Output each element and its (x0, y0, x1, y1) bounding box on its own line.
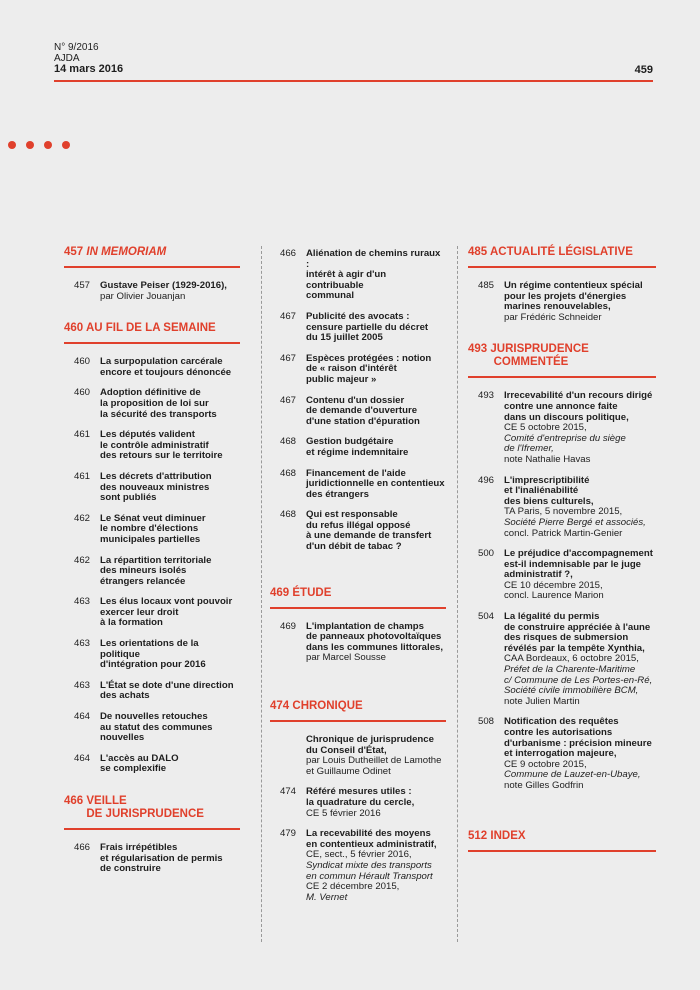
dot-icon (26, 141, 34, 149)
section-heading[interactable]: 457 IN MEMORIAM (64, 246, 167, 258)
entry-page-number: 468 (279, 509, 296, 521)
entry-title-line: à une demande de transfert (306, 530, 432, 542)
entry-page-number: 463 (73, 638, 90, 650)
toc-entry[interactable] (468, 281, 656, 323)
entry-title-line: encore et toujours dénoncée (100, 366, 232, 378)
entry-title-line: de demande d'ouverture (306, 405, 418, 417)
entry-page-number: 500 (477, 548, 494, 560)
entry-text (306, 312, 446, 344)
entry-text (504, 549, 656, 602)
entry-text (306, 469, 446, 501)
entry-title-line: La recevabilité des moyens (306, 828, 431, 840)
entry-page-number: 467 (279, 352, 296, 364)
entry-page-number: 467 (279, 310, 296, 322)
column-separator (261, 246, 262, 942)
entry-page-number: 460 (73, 387, 90, 399)
entry-page-number: 485 (477, 280, 494, 291)
entry-page-number: 493 (477, 390, 494, 402)
entry-text (306, 622, 446, 664)
entry-text (306, 437, 446, 458)
entry-page-number: 479 (279, 828, 296, 840)
toc-entry[interactable] (468, 612, 656, 707)
entry-page-number: 464 (73, 711, 90, 723)
entry-title-line: et régularisation de permis (100, 852, 223, 864)
toc-entry[interactable] (270, 469, 446, 501)
entry-title-line: communal (306, 290, 354, 302)
entry-title-line: L'État se dote d'une direction (100, 679, 234, 691)
toc-entry[interactable] (64, 754, 240, 775)
entry-title-line: Gestion budgétaire (306, 436, 394, 448)
entry-title-line: le contrôle administratif (100, 439, 209, 451)
toc-entry[interactable] (64, 514, 240, 546)
entry-page-number: 468 (279, 436, 296, 448)
entry-title-line: Un régime contentieux spécial (504, 280, 643, 291)
section-rule (468, 266, 656, 268)
entry-text (504, 476, 656, 540)
dot-icon (44, 141, 52, 149)
entry-text (504, 391, 656, 465)
section-rule (468, 376, 656, 378)
toc-entry[interactable] (270, 354, 446, 386)
entry-title-line: et régime indemnitaire (306, 446, 409, 458)
entry-title-line: Les décrets d'attribution (100, 470, 212, 482)
entry-page-number: 463 (73, 679, 90, 691)
entry-title-line: De nouvelles retouches (100, 711, 208, 723)
entry-text (100, 639, 240, 671)
entry-page-number: 464 (73, 752, 90, 764)
entry-text (306, 510, 446, 552)
entry-text (100, 843, 240, 875)
entry-page-number: 467 (279, 394, 296, 406)
entry-title-line: pour les projets d'énergies (504, 290, 627, 302)
entry-title-line: Le préjudice d'accompagnement (504, 548, 653, 560)
toc-entry[interactable] (64, 681, 240, 702)
entry-detail-line: CE 10 décembre 2015, (504, 579, 603, 591)
entry-title-line: L'imprescriptibilité (504, 474, 590, 486)
entry-case-name-line: Préfet de la Charente-Maritime (504, 664, 636, 676)
entry-page-number: 508 (477, 716, 494, 728)
entry-detail-line: TA Paris, 5 novembre 2015, (504, 506, 623, 518)
entry-title-line: Financement de l'aide (306, 467, 406, 479)
entry-title-line: le nombre d'élections (100, 523, 199, 535)
entry-title-line: et l'inaliénabilité (504, 485, 579, 497)
entry-page-number: 474 (279, 786, 296, 798)
entry-text (306, 829, 446, 903)
entry-text (100, 388, 240, 420)
entry-title-line: Référé mesures utiles : (306, 786, 412, 798)
entry-text (100, 712, 240, 744)
entry-text (100, 281, 240, 302)
column-middle (270, 246, 446, 913)
entry-text (504, 281, 656, 323)
entry-title-line: des achats (100, 690, 150, 702)
entry-title-line: des risques de submersion (504, 632, 629, 644)
entry-case-name-line: Syndicat mixte des transports (306, 859, 432, 871)
entry-title-line: Le Sénat veut diminuer (100, 512, 206, 524)
section-heading[interactable]: 474 CHRONIQUE (270, 700, 363, 713)
toc-entry[interactable] (270, 735, 446, 777)
entry-case-name-line: de l'Ifremer, (504, 443, 554, 455)
entry-page-number: 457 (73, 280, 90, 291)
toc-entry[interactable] (64, 639, 240, 671)
entry-title-line: sont publiés (100, 492, 157, 504)
entry-detail-line: CE 9 octobre 2015, (504, 758, 587, 770)
entry-page-number: 466 (73, 842, 90, 853)
entry-title-line: contre une annonce faite (504, 400, 618, 412)
entry-title-line: de construire (100, 863, 161, 875)
toc-entry[interactable] (64, 712, 240, 744)
column-separator (457, 246, 458, 942)
entry-title-line: Les députés valident (100, 429, 195, 441)
entry-detail-line: note Gilles Godfrin (504, 779, 584, 791)
section-rule (64, 342, 240, 344)
toc-entry[interactable] (270, 510, 446, 552)
entry-case-name-line: c/ Commune de Les Portes-en-Ré, (504, 674, 653, 686)
entry-title-line: Espèces protégées : notion (306, 352, 432, 364)
toc-entry[interactable] (270, 396, 446, 428)
entry-title-line: La surpopulation carcérale (100, 356, 223, 368)
header-rule (54, 80, 653, 82)
toc-entry[interactable] (64, 357, 240, 378)
entry-title-line: est-il indemnisable par le juge (504, 558, 642, 570)
entry-title-line: la proposition de loi sur (100, 397, 209, 409)
entry-title-line: Publicité des avocats : (306, 310, 410, 322)
entry-detail-line: CE 5 octobre 2015, (504, 422, 587, 434)
toc-entry[interactable] (468, 549, 656, 602)
section-heading[interactable]: 466 VEILLE DE JURISPRUDENCE (64, 795, 204, 820)
entry-title-line: L'implantation de champs (306, 620, 424, 632)
page-number: 459 (634, 64, 653, 76)
issue-number: N° 9/2016 (54, 42, 99, 53)
entry-text (306, 396, 446, 428)
entry-text (100, 472, 240, 504)
toc-entry[interactable] (64, 556, 240, 588)
entry-detail-line: concl. Patrick Martin-Genier (504, 527, 623, 539)
entry-page-number: 462 (73, 554, 90, 566)
toc-entry[interactable] (468, 717, 656, 791)
entry-detail-line: CE 2 décembre 2015, (306, 881, 400, 893)
section-rule (270, 720, 446, 722)
toc-entry[interactable] (64, 388, 240, 420)
toc-entry[interactable] (64, 597, 240, 629)
section-heading[interactable]: 485 ACTUALITÉ LÉGISLATIVE (468, 246, 633, 258)
entry-title-line: L'accès au DALO (100, 752, 179, 764)
toc-entry[interactable] (270, 437, 446, 458)
entry-case-name-line: Société civile immobilière BCM, (504, 685, 639, 697)
entry-page-number: 466 (279, 248, 296, 259)
entry-title-line: des retours sur le territoire (100, 450, 223, 462)
entry-title-line: Les élus locaux vont pouvoir (100, 596, 233, 608)
entry-text (100, 357, 240, 378)
entry-title-line: intérêt à agir d'un contribuable (306, 269, 387, 291)
entry-text (100, 430, 240, 462)
entry-detail-line: par Frédéric Schneider (504, 311, 602, 323)
dot-icon (62, 141, 70, 149)
entry-page-number: 504 (477, 611, 494, 623)
toc-entry[interactable] (64, 430, 240, 462)
entry-title-line: révélés par la tempête Xynthia, (504, 642, 645, 654)
entry-detail-line: CE 5 février 2016 (306, 807, 381, 819)
entry-detail-line: par Louis Dutheillet de Lamothe (306, 755, 442, 767)
entry-title-line: des nouveaux ministres (100, 481, 210, 493)
entry-detail-line: par Olivier Jouanjan (100, 290, 186, 302)
entry-page-number: 461 (73, 470, 90, 482)
entry-title-line: Gustave Peiser (1929-2016), (100, 280, 227, 291)
entry-title-line: d'urbanisme : précision mineure (504, 737, 652, 749)
entry-text (306, 249, 446, 302)
entry-detail-line: concl. Laurence Marion (504, 590, 604, 602)
entry-text (100, 556, 240, 588)
issue-date: 14 mars 2016 (54, 63, 124, 75)
entry-title-line: public majeur » (306, 373, 377, 385)
entry-page-number: 496 (477, 474, 494, 486)
entry-text (100, 754, 240, 775)
entry-title-line: d'intégration pour 2016 (100, 659, 206, 671)
entry-title-line: en contentieux administratif, (306, 838, 437, 850)
entry-title-line: dans un discours politique, (504, 411, 629, 423)
entry-page-number (270, 735, 306, 777)
toc-entry[interactable] (64, 281, 240, 302)
entry-title-line: des mineurs isolés (100, 565, 187, 577)
toc-entry[interactable] (468, 476, 656, 540)
entry-title-line: de panneaux photovoltaïques (306, 631, 442, 643)
toc-entry[interactable] (64, 472, 240, 504)
entry-page-number: 469 (279, 620, 296, 632)
entry-title-line: à la formation (100, 617, 163, 629)
entry-title-line: d'un débit de tabac ? (306, 541, 402, 553)
entry-title-line: de « raison d'intérêt (306, 363, 397, 375)
entry-title-line: La répartition territoriale (100, 554, 212, 566)
entry-title-line: contre les autorisations (504, 727, 613, 738)
entry-title-line: Aliénation de chemins ruraux : (306, 248, 441, 270)
entry-title-line: Contenu d'un dossier (306, 394, 405, 406)
entry-case-name-line: Comité d'entreprise du siège (504, 432, 626, 444)
entry-detail-line: note Julien Martin (504, 695, 580, 707)
section-heading[interactable]: 460 AU FIL DE LA SEMAINE (64, 322, 216, 335)
toc-entry[interactable] (270, 787, 446, 819)
section-heading[interactable]: 512 INDEX (468, 829, 526, 842)
decorative-dots (8, 136, 80, 154)
toc-entry[interactable] (64, 843, 240, 875)
section-heading[interactable]: 469 ÉTUDE (270, 586, 332, 599)
entry-title-line: au statut des communes (100, 721, 213, 733)
entry-text (100, 681, 240, 702)
entry-detail-line: note Nathalie Havas (504, 453, 591, 465)
entry-detail-line: par Marcel Sousse (306, 652, 386, 664)
entry-text (100, 514, 240, 546)
entry-page-number: 460 (73, 356, 90, 368)
entry-title-line: de construire appréciée à l'aune (504, 621, 651, 633)
entry-text (504, 717, 656, 791)
entry-title-line: des biens culturels, (504, 495, 594, 507)
entry-title-line: Les orientations de la politique (100, 638, 199, 660)
entry-detail-line: CAA Bordeaux, 6 octobre 2015, (504, 653, 639, 665)
entry-title-line: administratif ?, (504, 569, 573, 581)
toc-entry[interactable] (270, 829, 446, 903)
entry-text (100, 597, 240, 629)
section-rule (64, 828, 240, 830)
entry-title-line: juridictionnelle en contentieux (306, 478, 445, 490)
entry-title-line: Chronique de jurisprudence (306, 734, 434, 746)
entry-title-line: Frais irrépétibles (100, 842, 178, 853)
entry-case-name-line: M. Vernet (306, 891, 348, 903)
journal-name: AJDA (54, 53, 80, 64)
toc-entry[interactable] (468, 391, 656, 465)
entry-title-line: dans les communes littorales, (306, 641, 444, 653)
entry-case-name-line: Société Pierre Bergé et associés, (504, 516, 646, 528)
entry-text (306, 787, 446, 819)
entry-title-line: étrangers relancée (100, 575, 186, 587)
entry-title-line: d'une station d'épuration (306, 415, 420, 427)
toc-entry[interactable] (270, 312, 446, 344)
entry-title-line: du refus illégal opposé (306, 519, 411, 531)
entry-title-line: du 15 juillet 2005 (306, 332, 383, 344)
entry-detail-line: et Guillaume Odinet (306, 765, 391, 777)
entry-title-line: marines renouvelables, (504, 301, 611, 313)
column-left (64, 246, 240, 885)
entry-title-line: La légalité du permis (504, 611, 600, 623)
section-rule (64, 266, 240, 268)
entry-title-line: Qui est responsable (306, 509, 398, 521)
section-heading[interactable]: 493 JURISPRUDENCE COMMENTÉE (468, 343, 589, 369)
entry-title-line: se complexifie (100, 763, 167, 775)
entry-title-line: Notification des requêtes (504, 716, 619, 728)
entry-title-line: censure partielle du décret (306, 321, 429, 333)
entry-text (306, 735, 446, 777)
entry-title-line: municipales partielles (100, 533, 201, 545)
entry-title-line: et interrogation majeure, (504, 748, 617, 760)
entry-page-number: 463 (73, 596, 90, 608)
entry-title-line: Adoption définitive de (100, 387, 201, 399)
column-right (468, 246, 656, 865)
entry-title-line: nouvelles (100, 732, 145, 744)
entry-page-number: 468 (279, 467, 296, 479)
entry-title-line: des étrangers (306, 488, 369, 500)
entry-case-name-line: en commun Hérault Transport (306, 870, 433, 882)
page-header (54, 42, 123, 75)
entry-case-name-line: Commune de Lauzet-en-Ubaye, (504, 769, 641, 781)
entry-text (504, 612, 656, 707)
section-rule (270, 607, 446, 609)
entry-page-number: 462 (73, 512, 90, 524)
entry-text (306, 354, 446, 386)
toc-entry[interactable] (270, 622, 446, 664)
entry-title-line: la quadrature du cercle, (306, 797, 415, 808)
toc-entry[interactable] (270, 249, 446, 302)
section-rule (468, 850, 656, 852)
entry-title-line: du Conseil d'État, (306, 744, 387, 756)
entry-title-line: la sécurité des transports (100, 408, 217, 420)
entry-page-number: 461 (73, 429, 90, 441)
dot-icon (8, 141, 16, 149)
entry-detail-line: CE, sect., 5 février 2016, (306, 849, 412, 861)
entry-title-line: Irrecevabilité d'un recours dirigé (504, 390, 653, 402)
entry-title-line: exercer leur droit (100, 606, 179, 618)
